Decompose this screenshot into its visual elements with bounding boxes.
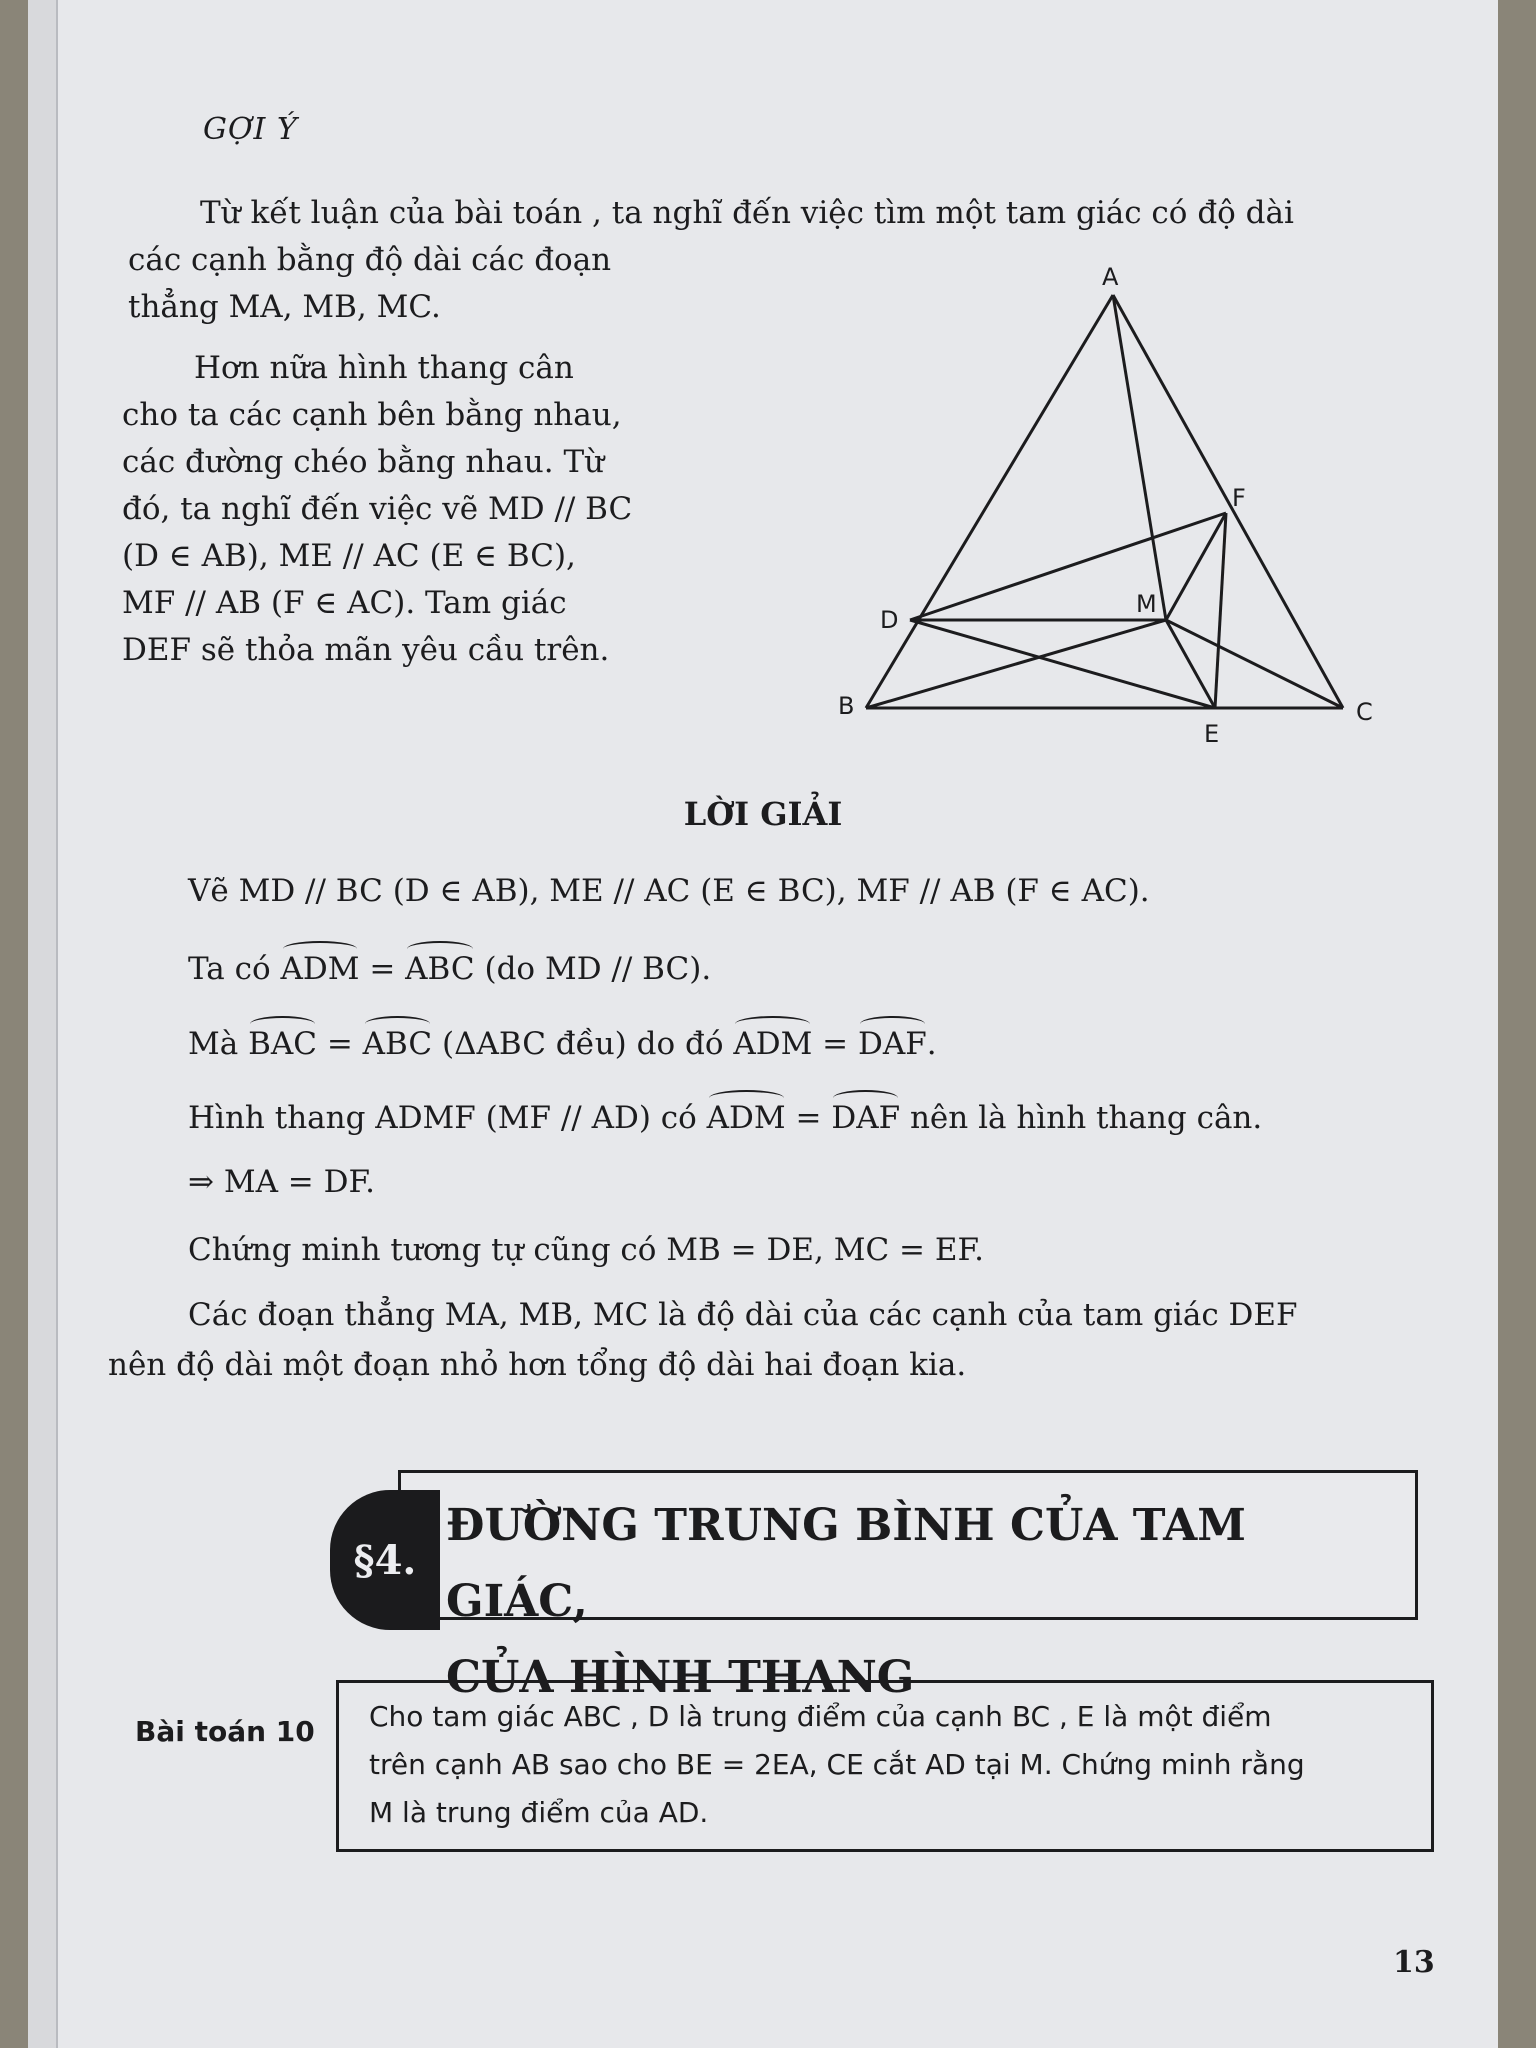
hint-intro-line: Từ kết luận của bài toán , ta nghĩ đến việc tìm một tam giác có độ dài	[200, 195, 1294, 231]
text-span: Ta có	[188, 951, 281, 987]
label-f: F	[1232, 484, 1246, 512]
angle: BAC	[248, 1020, 317, 1062]
segment-ef	[1215, 513, 1226, 708]
text-span: (do MD // BC).	[474, 951, 712, 987]
solution-line	[188, 1094, 1262, 1136]
label-e: E	[1204, 720, 1220, 748]
conclusion-line: Các đoạn thẳng MA, MB, MC là độ dài của các cạnh của tam giác DEF	[188, 1297, 1298, 1333]
label-m: M	[1136, 590, 1157, 618]
label-c: C	[1356, 698, 1373, 726]
section-title-line: ĐƯỜNG TRUNG BÌNH CỦA TAM GIÁC,	[446, 1500, 1246, 1627]
angle: ADM	[733, 1020, 812, 1062]
hint-intro-line: các cạnh bằng độ dài các đoạn	[128, 242, 612, 278]
solution-line: Vẽ MD // BC (D ∈ AB), ME // AC (E ∈ BC), MF // AB (F ∈ AC).	[188, 873, 1150, 909]
problem-line: M là trung điểm của AD.	[369, 1796, 709, 1829]
hint-line: các đường chéo bằng nhau. Từ	[122, 444, 605, 480]
hint-line: cho ta các cạnh bên bằng nhau,	[122, 397, 622, 433]
segment-mc	[1166, 620, 1343, 708]
text-span: =	[316, 1026, 363, 1062]
solution-line	[188, 945, 711, 987]
problem-line: Cho tam giác ABC , D là trung điểm của cạnh BC , E là một điểm	[369, 1700, 1272, 1733]
problem-statement	[336, 1680, 1434, 1852]
segment-de	[910, 620, 1215, 708]
section-number: §4.	[330, 1490, 440, 1630]
text-span: (ΔABC đều) do đó	[432, 1026, 734, 1062]
angle: ADM	[707, 1094, 786, 1136]
angle: ABC	[363, 1020, 432, 1062]
label-d: D	[880, 606, 899, 634]
page-number: 13	[1393, 1945, 1435, 1980]
label-b: B	[838, 692, 855, 720]
hint-line: MF // AB (F ∈ AC). Tam giác	[122, 585, 567, 621]
angle: DAF	[831, 1094, 900, 1136]
hint-paragraph	[122, 345, 702, 674]
hint-line: đó, ta nghĩ đến việc vẽ MD // BC	[122, 491, 633, 527]
text-span: =	[812, 1026, 859, 1062]
hint-intro-line: thẳng MA, MB, MC.	[128, 289, 441, 325]
text-span: =	[785, 1100, 832, 1136]
hint-line: DEF sẽ thỏa mãn yêu cầu trên.	[122, 632, 610, 668]
text-span: nên là hình thang cân.	[900, 1100, 1263, 1136]
angle: ABC	[405, 945, 474, 987]
problem-line: trên cạnh AB sao cho BE = 2EA, CE cắt AD tại M. Chứng minh rằng	[369, 1748, 1305, 1781]
solution-conclusion	[108, 1290, 1408, 1390]
text-span: .	[926, 1026, 937, 1062]
problem-label: Bài toán 10	[135, 1715, 315, 1748]
hint-line: (D ∈ AB), ME // AC (E ∈ BC),	[122, 538, 576, 574]
hint-label: GỢI Ý	[203, 112, 298, 147]
page-gutter	[28, 0, 58, 2048]
text-span: =	[359, 951, 406, 987]
section-title-line: CỦA HÌNH THANG	[446, 1652, 915, 1703]
solution-line	[188, 1020, 937, 1062]
solution-title: LỜI GIẢI	[683, 795, 843, 833]
text-span: Hình thang ADMF (MF // AD) có	[188, 1100, 707, 1136]
angle: DAF	[858, 1020, 927, 1062]
angle: ADM	[281, 945, 360, 987]
triangle-figure	[818, 258, 1378, 748]
text-span: Mà	[188, 1026, 249, 1062]
book-page	[28, 0, 1498, 2048]
hint-line: Hơn nữa hình thang cân	[194, 350, 574, 386]
conclusion-line: nên độ dài một đoạn nhỏ hơn tổng độ dài hai đoạn kia.	[108, 1347, 967, 1383]
solution-line: Chứng minh tương tự cũng có MB = DE, MC = EF.	[188, 1232, 985, 1268]
label-a: A	[1102, 263, 1119, 291]
segment-df	[910, 513, 1226, 620]
solution-line: ⇒ MA = DF.	[188, 1164, 376, 1200]
